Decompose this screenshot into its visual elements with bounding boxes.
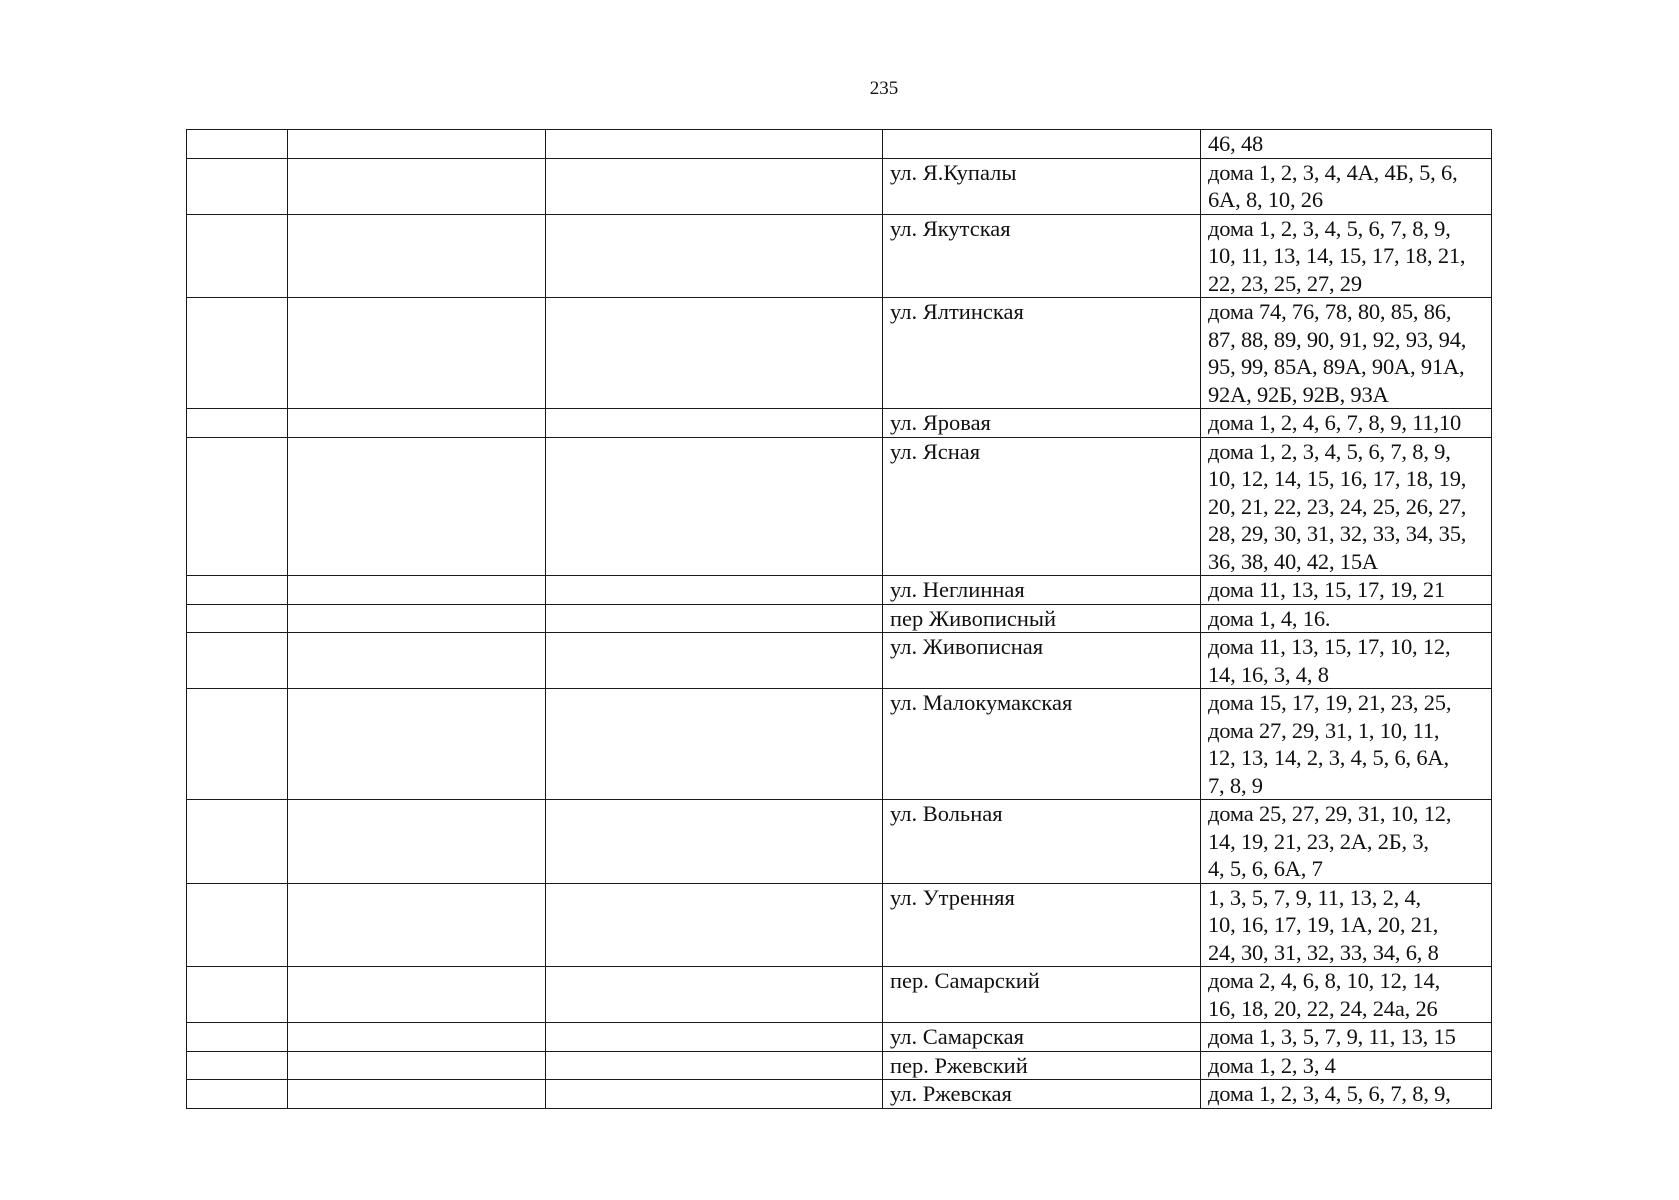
house-numbers: дома 1, 2, 3, 4 [1201, 1051, 1492, 1080]
table-cell-empty [288, 409, 546, 438]
table-row [187, 409, 1492, 438]
table-cell-empty [187, 800, 288, 884]
table-cell-empty [288, 298, 546, 409]
table-row [187, 633, 1492, 689]
table-cell-empty [187, 883, 288, 967]
table-row [187, 214, 1492, 298]
table-cell-empty [546, 1080, 883, 1109]
table-row [187, 689, 1492, 800]
table-cell-empty [187, 604, 288, 633]
street-name: ул. Яровая [883, 409, 1201, 438]
street-name [883, 130, 1201, 159]
table-cell-empty [187, 1023, 288, 1052]
street-name: ул. Ясная [883, 437, 1201, 576]
table-row [187, 883, 1492, 967]
table-cell-empty [288, 214, 546, 298]
table-cell-empty [546, 130, 883, 159]
table-cell-empty [546, 883, 883, 967]
table-cell-empty [288, 967, 546, 1023]
table-cell-empty [546, 633, 883, 689]
table-cell-empty [546, 800, 883, 884]
house-numbers: дома 74, 76, 78, 80, 85, 86, 87, 88, 89, 90, 91, 92, 93, 94, 95, 99, 85А, 89А, 90А, 91А, 92А, 92Б, 92В, 93А [1201, 298, 1492, 409]
table-cell-empty [187, 437, 288, 576]
table-row [187, 437, 1492, 576]
table-cell-empty [187, 689, 288, 800]
table-cell-empty [546, 158, 883, 214]
table-cell-empty [546, 298, 883, 409]
table-cell-empty [187, 633, 288, 689]
house-numbers: дома 1, 2, 3, 4, 5, 6, 7, 8, 9, 10, 12, 14, 15, 16, 17, 18, 19, 20, 21, 22, 23, 24, 25, 26, 27, 28, 29, 30, 31, 32, 33, 34, 35, 36, 38, 40, 42, 15А [1201, 437, 1492, 576]
street-name: ул. Вольная [883, 800, 1201, 884]
table-row [187, 800, 1492, 884]
table-cell-empty [187, 576, 288, 605]
house-numbers: дома 1, 2, 4, 6, 7, 8, 9, 11,10 [1201, 409, 1492, 438]
house-numbers: дома 1, 4, 16. [1201, 604, 1492, 633]
street-name: ул. Я.Купалы [883, 158, 1201, 214]
page-number: 235 [869, 78, 899, 99]
table-cell-empty [288, 633, 546, 689]
table-cell-empty [546, 1023, 883, 1052]
table-cell-empty [288, 689, 546, 800]
table-cell-empty [546, 576, 883, 605]
street-name: ул. Самарская [883, 1023, 1201, 1052]
table-cell-empty [187, 409, 288, 438]
table-cell-empty [288, 130, 546, 159]
table-row [187, 1023, 1492, 1052]
table-cell-empty [187, 967, 288, 1023]
address-table-body [187, 130, 1492, 1109]
street-name: ул. Ржевская [883, 1080, 1201, 1109]
table-cell-empty [288, 604, 546, 633]
street-name: ул. Ялтинская [883, 298, 1201, 409]
street-name: ул. Малокумакская [883, 689, 1201, 800]
table-cell-empty [546, 967, 883, 1023]
street-name: пер. Самарский [883, 967, 1201, 1023]
table-row [187, 604, 1492, 633]
table-cell-empty [187, 158, 288, 214]
house-numbers: дома 1, 2, 3, 4, 4А, 4Б, 5, 6, 6А, 8, 10, 26 [1201, 158, 1492, 214]
table-row [187, 576, 1492, 605]
house-numbers: дома 1, 2, 3, 4, 5, 6, 7, 8, 9, 10, 11, 13, 14, 15, 17, 18, 21, 22, 23, 25, 27, 29 [1201, 214, 1492, 298]
table-cell-empty [546, 214, 883, 298]
street-name: ул. Живописная [883, 633, 1201, 689]
table-cell-empty [288, 1023, 546, 1052]
address-table [186, 129, 1492, 1109]
table-cell-empty [187, 214, 288, 298]
street-name: ул. Утренняя [883, 883, 1201, 967]
table-cell-empty [187, 1051, 288, 1080]
table-cell-empty [288, 800, 546, 884]
house-numbers: 1, 3, 5, 7, 9, 11, 13, 2, 4, 10, 16, 17, 19, 1А, 20, 21, 24, 30, 31, 32, 33, 34, 6, 8 [1201, 883, 1492, 967]
house-numbers: дома 11, 13, 15, 17, 10, 12, 14, 16, 3, 4, 8 [1201, 633, 1492, 689]
house-numbers: дома 15, 17, 19, 21, 23, 25, дома 27, 29, 31, 1, 10, 11, 12, 13, 14, 2, 3, 4, 5, 6, 6А, 7, 8, 9 [1201, 689, 1492, 800]
table-cell-empty [288, 1080, 546, 1109]
house-numbers: 46, 48 [1201, 130, 1492, 159]
house-numbers: дома 11, 13, 15, 17, 19, 21 [1201, 576, 1492, 605]
house-numbers: дома 2, 4, 6, 8, 10, 12, 14, 16, 18, 20, 22, 24, 24а, 26 [1201, 967, 1492, 1023]
table-row [187, 967, 1492, 1023]
table-cell-empty [288, 437, 546, 576]
table-row [187, 1080, 1492, 1109]
table-row [187, 158, 1492, 214]
table-cell-empty [288, 158, 546, 214]
table-cell-empty [546, 409, 883, 438]
table-cell-empty [546, 1051, 883, 1080]
table-row [187, 130, 1492, 159]
table-row [187, 1051, 1492, 1080]
table-cell-empty [288, 1051, 546, 1080]
house-numbers: дома 1, 2, 3, 4, 5, 6, 7, 8, 9, [1201, 1080, 1492, 1109]
table-cell-empty [546, 604, 883, 633]
street-name: пер Живописный [883, 604, 1201, 633]
table-cell-empty [546, 689, 883, 800]
table-cell-empty [187, 1080, 288, 1109]
street-name: ул. Якутская [883, 214, 1201, 298]
house-numbers: дома 1, 3, 5, 7, 9, 11, 13, 15 [1201, 1023, 1492, 1052]
table-cell-empty [187, 298, 288, 409]
table-cell-empty [546, 437, 883, 576]
street-name: ул. Неглинная [883, 576, 1201, 605]
table-cell-empty [288, 883, 546, 967]
street-name: пер. Ржевский [883, 1051, 1201, 1080]
house-numbers: дома 25, 27, 29, 31, 10, 12, 14, 19, 21, 23, 2А, 2Б, 3, 4, 5, 6, 6А, 7 [1201, 800, 1492, 884]
table-cell-empty [288, 576, 546, 605]
table-row [187, 298, 1492, 409]
table-cell-empty [187, 130, 288, 159]
